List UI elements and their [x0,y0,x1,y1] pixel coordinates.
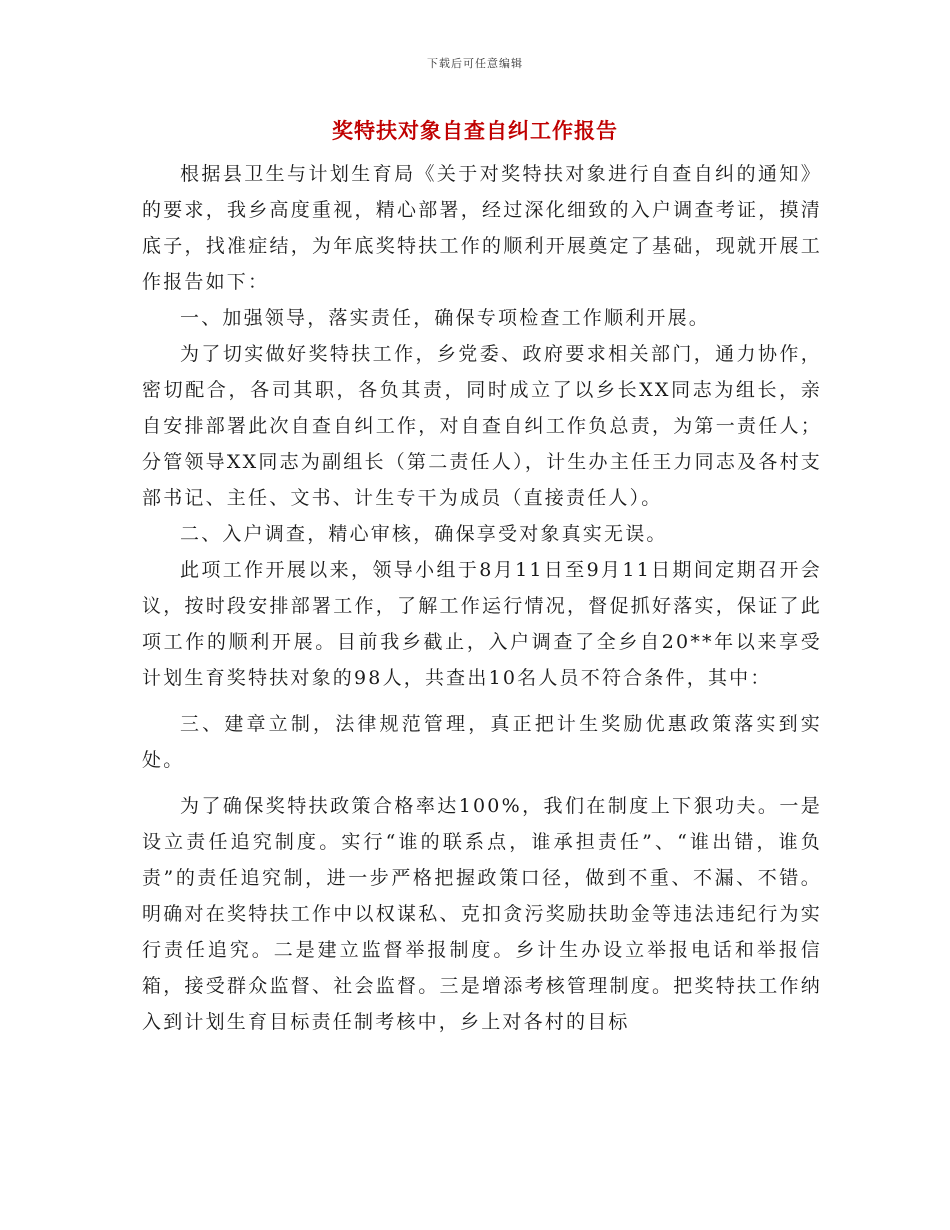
document-body [142,156,822,1040]
paragraph-intro: 根据县卫生与计划生育局《关于对奖特扶对象进行自查自纠的通知》的要求，我乡高度重视，精心部署，经过深化细致的入户调查考证，摸清底子，找准症结，为年底奖特扶工作的顺利开展奠定了基础，现就开展工作报告如下： [142,163,822,293]
paragraph-section-1: 为了切实做好奖特扶工作，乡党委、政府要求相关部门，通力协作，密切配合，各司其职，各负其责，同时成立了以乡长XX同志为组长，亲自安排部署此次自查自纠工作，对自查自纠工作负总责，为第一责任人；分管领导XX同志为副组长（第二责任人），计生办主任王力同志及各村支部书记、主任、文书、计生专干为成员（直接责任人）。 [142,343,822,509]
paragraph-section-2: 此项工作开展以来，领导小组于8月11日至9月11日期间定期召开会议，按时段安排部署工作，了解工作运行情况，督促抓好落实，保证了此项工作的顺利开展。目前我乡截止，入户调查了全乡自20**年以来享受计划生育奖特扶对象的98人，共查出10名人员不符合条件，其中： [142,559,822,689]
section-heading-1: 一、加强领导，落实责任，确保专项检查工作顺利开展。 [180,307,711,329]
header-note: 下载后可任意编辑 [427,57,523,70]
section-heading-2: 二、入户调查，精心审核，确保享受对象真实无误。 [180,523,668,545]
paragraph-section-3: 为了确保奖特扶政策合格率达100%，我们在制度上下狠功夫。一是设立责任追究制度。实行“谁的联系点，谁承担责任”、“谁出错，谁负责”的责任追究制，进一步严格把握政策口径，做到不重、不漏、不错。明确对在奖特扶工作中以权谋私、克扣贪污奖励扶助金等违法违纪行为实行责任追究。二是建立监督举报制度。乡计生办设立举报电话和举报信箱，接受群众监督、社会监督。三是增添考核管理制度。把奖特扶工作纳入到计划生育目标责任制考核中，乡上对各村的目标 [142,795,822,1033]
document-title: 奖特扶对象自查自纠工作报告 [332,119,618,143]
section-heading-3: 三、建章立制，法律规范管理，真正把计生奖励优惠政策落实到实处。 [142,713,822,771]
